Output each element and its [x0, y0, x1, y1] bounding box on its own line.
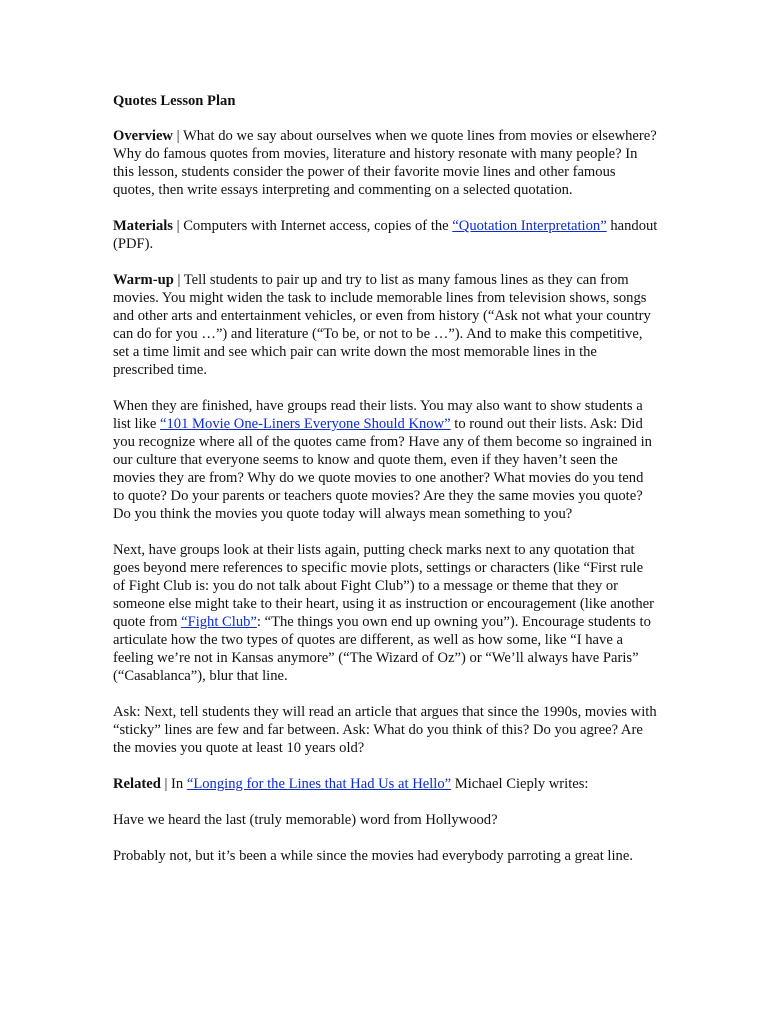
- materials-paragraph: [113, 217, 658, 253]
- overview-separator: |: [172, 128, 183, 144]
- materials-separator: |: [172, 218, 184, 234]
- warmup-text: Tell students to pair up and try to list as many famous lines as they can from movies. You might widen the task to include memorable lines from television shows, songs and other arts and entertainment vehicles, or even from history (“Ask not what your country can do for you …”) and literature (“To be, or not to be …”). And to make this competitive, set a time limit and see which pair can write down the most memorable lines in the prescribed time.: [113, 272, 651, 378]
- movie-one-liners-link[interactable]: “101 Movie One-Liners Everyone Should Know”: [160, 416, 451, 432]
- quote-paragraph-1: Have we heard the last (truly memorable) word from Hollywood?: [113, 812, 498, 828]
- overview-paragraph: [113, 127, 658, 199]
- related-label: Related: [113, 776, 161, 792]
- related-separator: |: [160, 776, 172, 792]
- warmup-label: Warm-up: [113, 272, 174, 288]
- next-text-after: : “The things you own end up owning you”). Encourage students to articulate how the two types of quotes are different, as well as how some, like “I have a feeling we’re not in Kansas anymore” (“The Wizard of Oz”) or “We’ll always have Paris” (“Casablanca”), blur that line.: [113, 614, 651, 684]
- fight-club-link[interactable]: “Fight Club”: [181, 614, 257, 630]
- quotation-interpretation-link[interactable]: “Quotation Interpretation”: [452, 218, 607, 234]
- longing-for-lines-link[interactable]: “Longing for the Lines that Had Us at Hello”: [186, 776, 452, 792]
- next-paragraph: [113, 541, 658, 685]
- related-text-before: In: [171, 776, 187, 792]
- materials-text-after: handout (PDF).: [113, 218, 658, 252]
- related-paragraph: [113, 775, 658, 793]
- quote-paragraph-2: Probably not, but it’s been a while since the movies had everybody parroting a great line.: [113, 848, 633, 864]
- materials-text-before: Computers with Internet access, copies of the: [183, 218, 453, 234]
- overview-label: Overview: [113, 128, 173, 144]
- warmup-separator: |: [173, 272, 184, 288]
- warmup-paragraph: [113, 271, 658, 379]
- ask-paragraph: Ask: Next, tell students they will read an article that argues that since the 1990s, movies with “sticky” lines are few and far between. Ask: What do you think of this? Do you agree? Are the movies you quote at least 10 years old?: [113, 704, 657, 756]
- overview-text: What do we say about ourselves when we quote lines from movies or elsewhere? Why do famous quotes from movies, literature and history resonate with many people? In this lesson, students consider the power of their favorite movie lines and other famous quotes, then write essays interpreting and commenting on a selected quotation.: [113, 128, 657, 198]
- page-title: Quotes Lesson Plan: [113, 93, 236, 109]
- next-text-before: Next, have groups look at their lists again, putting check marks next to any quotation that goes beyond mere references to specific movie plots, settings or characters (like “First rule of Fight Club is: you do not talk about Fight Club”) to a message or theme that they or someone else might take to their heart, using it as instruction or encouragement (like another quote from: [113, 542, 655, 630]
- finished-text-before: When they are finished, have groups read their lists. You may also want to show students a list like: [113, 398, 643, 432]
- finished-paragraph: [113, 397, 658, 523]
- document-page: [113, 92, 658, 883]
- related-text-after: Michael Cieply writes:: [451, 776, 589, 792]
- materials-label: Materials: [113, 218, 173, 234]
- finished-text-after: to round out their lists. Ask: Did you recognize where all of the quotes came from? Have any of them become so ingrained in our culture that everyone seems to know and quote them, even if they haven’t seen the movies they are from? Why do we quote movies to one another? What movies do you tend to quote? Do your parents or teachers quote movies? Are they the same movies you quote? Do you think the movies you quote today will always mean something to you?: [113, 416, 652, 522]
